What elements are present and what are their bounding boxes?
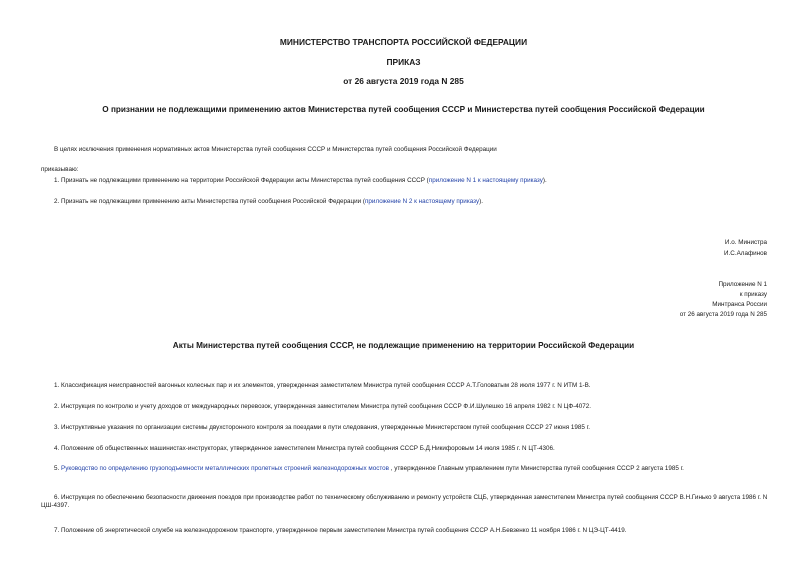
act-item-7: 7. Положение об энергетической службе на железнодорожном транспорте, утвержденное первым заместителем Министра путей сообщения СССР А.Н.Бевзенко 11 ноября 1986 г. N ЦЭ-ЦТ-4419. <box>54 527 627 534</box>
act-item-3: 3. Инструктивные указания по организации системы двухсторонного контроля за поездами в пути следования, утвержденные Министерством путей сообщения СССР 27 июня 1985 г. <box>54 424 590 431</box>
appendix-title: Акты Министерства путей сообщения СССР, не подлежащие применению на территории Российской Федерации <box>172 341 635 350</box>
signature-position: И.о. Министра <box>724 239 767 246</box>
act-item-1: 1. Классификация неисправностей вагонных колесных пар и их элементов, утвержденная заместителем Министра путей сообщения СССР А.Т.Головатым 28 июля 1977 г. N ИТМ 1-В. <box>54 382 591 389</box>
doc-date-heading: от 26 августа 2019 года N 285 <box>343 76 464 86</box>
appendix-ref-line1: Приложение N 1 <box>718 281 767 288</box>
appendix-ref-line2: к приказу <box>739 291 767 298</box>
order-word: приказываю: <box>41 166 79 173</box>
order-item-2: 2. Признать не подлежащими применению акты Министерства путей сообщения Российской Федерации (приложение N 2 к настоящему приказу). <box>54 198 483 205</box>
signature-name: И.С.Алафинов <box>724 250 767 257</box>
ministry-heading: МИНИСТЕРСТВО ТРАНСПОРТА РОССИЙСКОЙ ФЕДЕРАЦИИ <box>279 37 528 47</box>
order-item-1: 1. Признать не подлежащими применению на территории Российской Федерации акты Министерства путей сообщения СССР (приложение N 1 к настоящему приказу). <box>54 177 547 184</box>
appendix-ref-line4: от 26 августа 2019 года N 285 <box>679 311 767 318</box>
act-item-6: 6. Инструкция по обеспечению безопасности движения поездов при производстве работ по техническому обслуживанию и ремонту устройств СЦБ, утвержденная заместителем Министра путей сообщения СССР В.Н.Гинько 9 августа 1986 г. N ЦШ-4397. <box>41 494 768 509</box>
act-item-2: 2. Инструкция по контролю и учету доходов от международных перевозок, утвержденная заместителем Министра путей сообщения СССР Ф.И.Шулешко 16 апреля 1982 г. N ЦФ-4072. <box>54 403 591 410</box>
act-item-5: 5. Руководство по определению грузоподъемности металлических пролетных строений железнодорожных мостов , утвержденное Главным управлением пути Министерства путей сообщения СССР 2 августа 1985 г. <box>54 465 684 472</box>
appendix-ref-line3: Минтранса России <box>712 301 767 308</box>
act-item-4: 4. Положение об общественных машинистах-инструкторах, утвержденное заместителем Министра путей сообщения СССР Б.Д.Никифоровым 14 июля 1985 г. N ЦТ-4306. <box>54 445 555 452</box>
preamble-text: В целях исключения применения нормативных актов Министерства путей сообщения СССР и Министерства путей сообщения Российской Федерации <box>54 146 497 153</box>
doc-title: О признании не подлежащими применению актов Министерства путей сообщения СССР и Министерства путей сообщения Российской Федерации <box>102 105 705 114</box>
bridge-guide-link[interactable]: Руководство по определению грузоподъемности металлических пролетных строений железнодорожных мостов <box>61 465 390 472</box>
appendix-2-link[interactable]: приложение N 2 к настоящему приказу <box>365 198 480 205</box>
appendix-1-link[interactable]: приложение N 1 к настоящему приказу <box>428 177 543 184</box>
doc-type-heading: ПРИКАЗ <box>386 57 421 67</box>
